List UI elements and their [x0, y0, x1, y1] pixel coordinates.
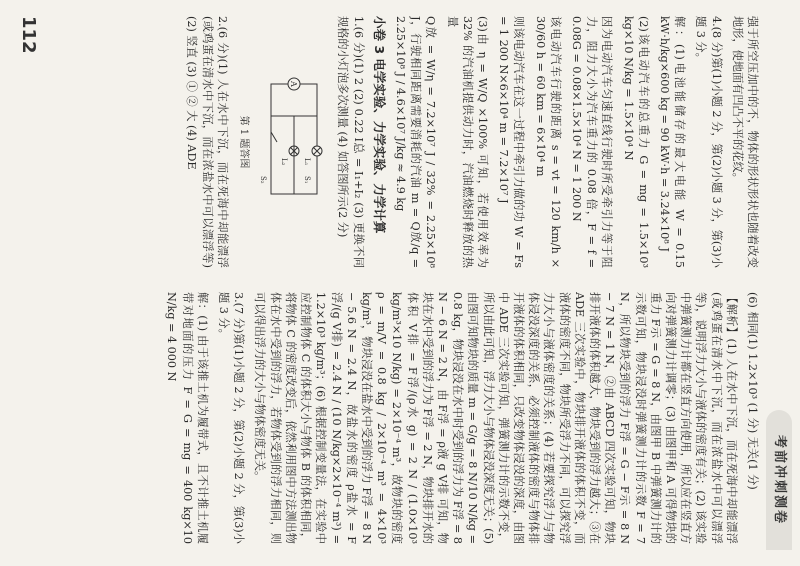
section-item-1: 1.(6 分)(1) 2 (2) 0.22 I总 = I₁+I₂ (3) 更换不同规格的小灯泡多次测量 (4) 如答图所示(2 分) — [336, 16, 365, 268]
right-paragraph-4: 解：(1) 由于该推土机为履带式，且不计推土机履带对地面的压力 F = G = mg = 400 kg×10 N/kg = 4 000 N — [165, 292, 209, 544]
section-item-2: 2.(6 分)(1) 人在水中下沉，而在死海中却能漂浮(或鸡蛋在清水中下沉，而在浓盐水中可以漂浮等) (2) 竖直 (3) ① ② 大 (4) ADE — [185, 16, 229, 268]
page-number: 112 — [18, 16, 39, 54]
right-paragraph-2: 【解析】(1) 人在水中下沉，而在死海中却能漂浮(或鸡蛋在清水中下沉，而在浓盐水中可以漂浮等)，说明浮力大小与液体的密度有关；(2) 该实验中弹簧测力计都在竖直方向使用，所以应在竖直方向对弹簧测力计调零；(3) 由图甲和 A 可得物块的重力 F示 = G = 8 N，由图甲 B 中弹簧测力计的示数可知，物块浸没时弹簧测力计的示数 F = 7 N，所以物块受到的浮力 F浮 = G − F示 = 8 N − 7 N = 1 N，②由 ABCD 四次实验可知，物块排开液体的体积越大，物块受到的浮力越大；③在 ADE 三次实验中，物块排开液体的体积不变，而液体的密度不同，物块所受浮力不同，可以探究浮力大小与液体密度的关系；(4) 若要探究浮力与物体浸没深度的关系，必须控制液体的密度与物体排开液体的体积相同，只改变物体浸没的深度，由图中 ADE 三次实验可知，弹簧测力计的示数不变，所以由此可知，浮力大小与物体浸没深度无关；(5) 由图可知物块的质量 m = G/g = 8 N/10 N/kg = 0.8 kg，物块浸没在水中时受到的浮力为 F浮 = 8 N − 6 N = 2 N，由 F浮 = ρ液 g V排 可知，物块在水中受到的浮力为 F浮 = 2 N，物块排开水的体积 V排 = F浮/(ρ水 g) = 2 N / (1.0×10³ kg/m³×10 N/kg) = 2×10⁻⁴ m³，故物块的密度 ρ = m/V = 0.8 kg / 2×10⁻⁴ m³ = 4×10³ kg/m³，物块浸没在盐水中受到的浮力 F浮 = 8 N − 5.6 N = 2.4 N，故盐水的密度 ρ盐水 = F浮/(g V排) = 2.4 N / (10 N/kg×2×10⁻⁴ m³) = 1.2×10³ kg/m³；(6) 根据控制变量法，在实验中应控制物体 C 的体积大小与物体 B 的体积相同，将物体 C 的密度改变后，依然利用图中方法测出物体在水中受到的浮力，若物体受到的浮力相同，则可以得出浮力的大小与物体密度无关。 — [253, 292, 738, 544]
left-paragraph-8: (3)由 η = W/Q ×100% 可知，若使用效率为 32% 的汽油机提供动力时，汽油燃烧时释放的热量 — [445, 16, 489, 268]
left-paragraph-7: 则该电动汽车在这一过程中牵引力做的功 W = Fs = 1 200 N×6×10⁴ m = 7.2×10⁷ J — [497, 16, 526, 268]
right-paragraph-1: (6) 相同(1) 1.2×10³ (1 分) 无关(1 分) — [746, 292, 759, 490]
right-paragraph-3: 3.(7 分)第(1)小题 2 分，第(2)小题 2 分，第(3)小题 3 分。 — [217, 292, 246, 544]
switch-s2-label: S₂ — [259, 176, 268, 184]
left-paragraph-4: (2)该电动汽车的总重力 G = mg = 1.5×10³ kg×10 N/kg = 1.5×10⁴ N — [621, 16, 650, 268]
battery-symbol — [271, 132, 277, 142]
section-tab: 考前冲刺测卷 — [766, 410, 792, 550]
left-paragraph-9: Q放 = W/η = 7.2×10⁷ J / 32% = 2.25×10⁸ J，行驶相同距离需要消耗的汽油 m = Q放/q = 2.25×10⁸ J / 4.6×10⁷ J/kg ≈ 4.9 kg — [393, 16, 438, 268]
right-column — [40, 292, 760, 544]
switch-s1-label: S₁ — [303, 176, 312, 184]
ammeter-label: A — [289, 81, 299, 87]
left-paragraph-3: 解：(1)电池能储存的最大电能 W = 0.15 kW·h/kg×600 kg = 90 kW·h = 3.24×10⁸ J — [657, 16, 687, 268]
lamp-l2-label: L₂ — [280, 158, 289, 166]
lamp-l1-label: L₁ — [303, 158, 312, 166]
left-paragraph-5: 因为电动汽车匀速直线行驶时所受牵引力等于阻力，阻力大小为汽车重力的 0.08 倍，F = f = 0.08G = 0.08×1.5×10⁴ N = 1 200 N — [569, 16, 614, 268]
left-column — [40, 16, 760, 268]
figure-caption: 第 1 题答图 — [237, 115, 249, 169]
left-paragraph-2: 4.(8 分)第(1)小题 2 分，第(2)小题 3 分，第(3)小题 3 分。 — [694, 16, 723, 268]
circuit-diagram — [257, 76, 325, 206]
left-paragraph-1: 强于所空压加中的不，物体的形状形状也随着改变地形，使地面有凹凸不平的花纹。 — [730, 16, 759, 268]
left-paragraph-6: 该电动汽车行驶的距离 s = vt = 120 km/h × 30/60 h = 60 km = 6×10⁴ m — [533, 16, 562, 268]
section-heading: 小卷 3 电学实验、力学实验、力学计算 — [371, 16, 387, 234]
